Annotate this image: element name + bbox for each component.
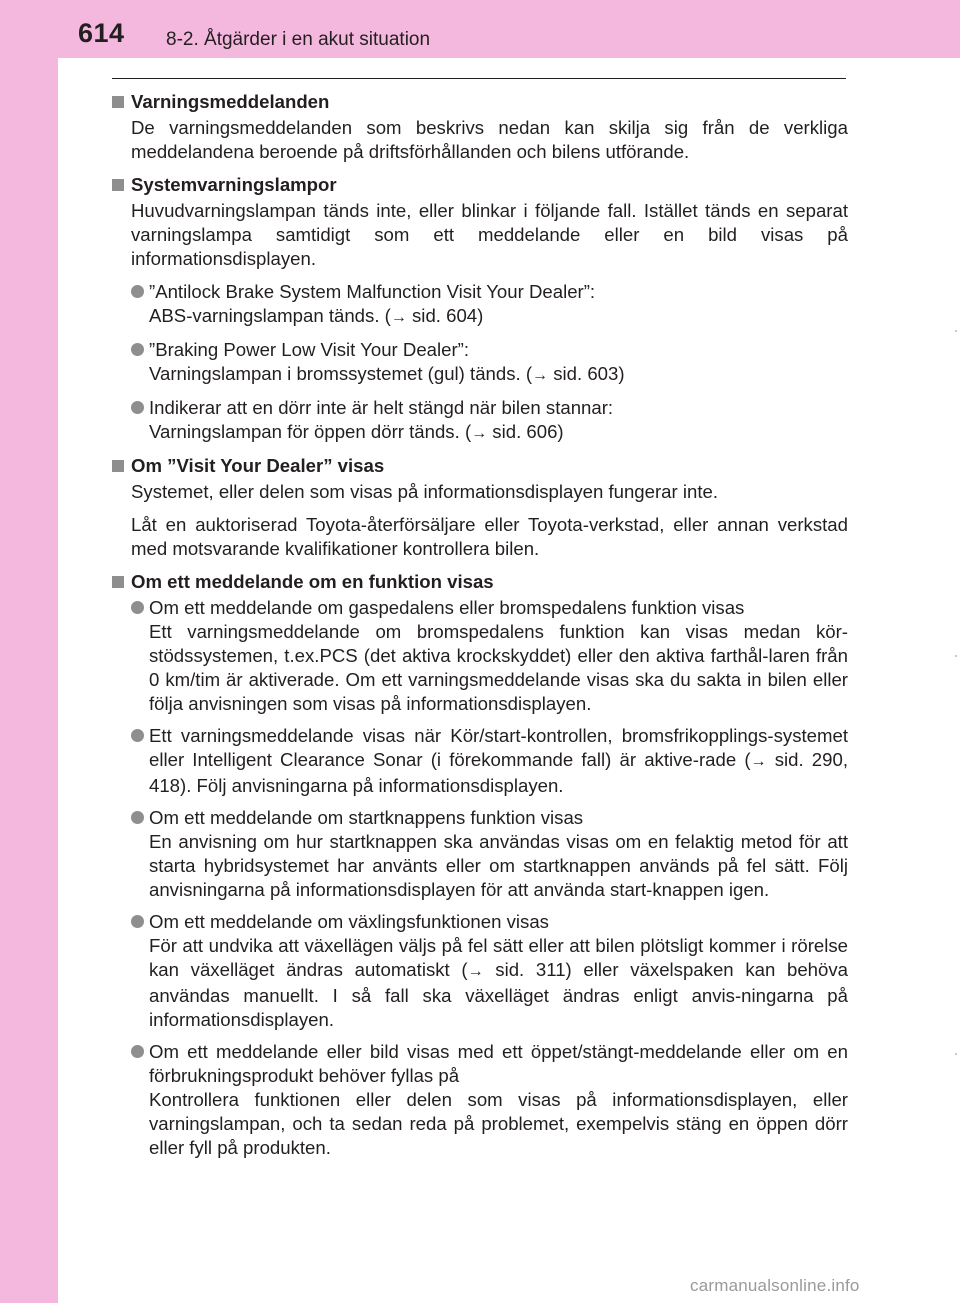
margin-mark [955,655,957,657]
list-item: Om ett meddelande om växlingsfunktionen visas För att undvika att växellägen väljs på fel sätt eller att bilen plötsligt kommer i rörelse kan växelläget ändras automatiskt (→ sid. 311) eller växelspaken kan behöva användas manuellt. I så fall ska växelläget ändras enligt anvis-ningarna på informationsdisplayen. [131,910,848,1032]
circle-bullet-icon [131,285,144,298]
arrow-right-icon: → [467,963,484,980]
page-number: 614 [78,18,125,48]
circle-bullet-icon [131,401,144,414]
list-item: Ett varningsmeddelande visas när Kör/start-kontrollen, bromsfrikopplings-systemet eller Intelligent Clearance Sonar (i förekommande fall) är aktive-rade (→ sid. 290, 418). Följ anvisningarna på informationsdisplayen. [131,724,848,798]
list-item: Om ett meddelande om gaspedalens eller bromspedalens funktion visas Ett varningsmeddelande om bromspedalens funktion kan visas medan kör-stödssystemen, t.ex.PCS (det aktiva krockskyddet) eller den aktiva farthål-laren från 0 km/tim är aktiverade. Om ett varningsmeddelande visas ska du sakta in bilen eller följa anvisningen som visas på informationsdisplayen. [131,596,848,716]
circle-bullet-icon [131,601,144,614]
arrow-right-icon: → [471,425,488,442]
circle-bullet-icon [131,1045,144,1058]
square-bullet-icon [112,179,124,191]
list-item: ”Antilock Brake System Malfunction Visit Your Dealer”: ABS-varningslampan tänds. (→ sid. 604) [131,280,848,330]
paragraph: Systemet, eller delen som visas på informationsdisplayen fungerar inte. [131,481,719,502]
list-item: Om ett meddelande eller bild visas med ett öppet/stängt-meddelande eller om en förbrukningsprodukt behöver fyllas på Kontrollera funktionen eller delen som visas på informationsdisplayen, eller varningslampan, och ta sedan reda på problemet, exempelvis stäng en öppen dörr eller fyll på produkten. [131,1040,848,1160]
arrow-right-icon: → [390,309,407,326]
margin-mark [955,1053,957,1055]
watermark: carmanualsonline.info [690,1276,860,1295]
paragraph: Låt en auktoriserad Toyota-återförsäljare eller Toyota-verkstad, eller annan verkstad med motsvarande kvalifikationer kontrollera bilen. [131,514,848,559]
page-content [112,90,848,1168]
square-bullet-icon [112,576,124,588]
heading-visit-your-dealer: Om ”Visit Your Dealer” visas [112,454,848,478]
heading-funktion-visas: Om ett meddelande om en funktion visas [112,570,848,594]
circle-bullet-icon [131,343,144,356]
paragraph: De varningsmeddelanden som beskrivs nedan kan skilja sig från de verkliga meddelandena beroende på driftsförhållanden och bilens utförande. [131,117,848,162]
heading-systemvarningslampor: Systemvarningslampor [112,173,848,197]
heading-varningsmeddelanden: Varningsmeddelanden [112,90,848,114]
page-header-band [0,0,960,58]
arrow-right-icon: → [750,753,767,770]
page-side-band [0,0,58,1303]
list-item: Indikerar att en dörr inte är helt stängd när bilen stannar: Varningslampan för öppen dörr tänds. (→ sid. 606) [131,396,848,446]
header-divider [112,78,846,79]
list-item: ”Braking Power Low Visit Your Dealer”: Varningslampan i bromssystemet (gul) tänds. (→ sid. 603) [131,338,848,388]
circle-bullet-icon [131,915,144,928]
paragraph: Huvudvarningslampan tänds inte, eller blinkar i följande fall. Istället tänds en separat varningslampa samtidigt som ett meddelande eller en bild visas på informationsdisplayen. [131,200,848,269]
margin-mark [955,330,957,332]
square-bullet-icon [112,96,124,108]
square-bullet-icon [112,460,124,472]
arrow-right-icon: → [532,367,549,384]
circle-bullet-icon [131,811,144,824]
list-item: Om ett meddelande om startknappens funktion visas En anvisning om hur startknappen ska användas visas om en felaktig metod för att starta hybridsystemet har använts eller om startknappen används på fel sätt. Följ anvisningarna på informationsdisplayen för att använda start-knappen igen. [131,806,848,902]
circle-bullet-icon [131,729,144,742]
section-title: 8-2. Åtgärder i en akut situation [166,29,431,50]
